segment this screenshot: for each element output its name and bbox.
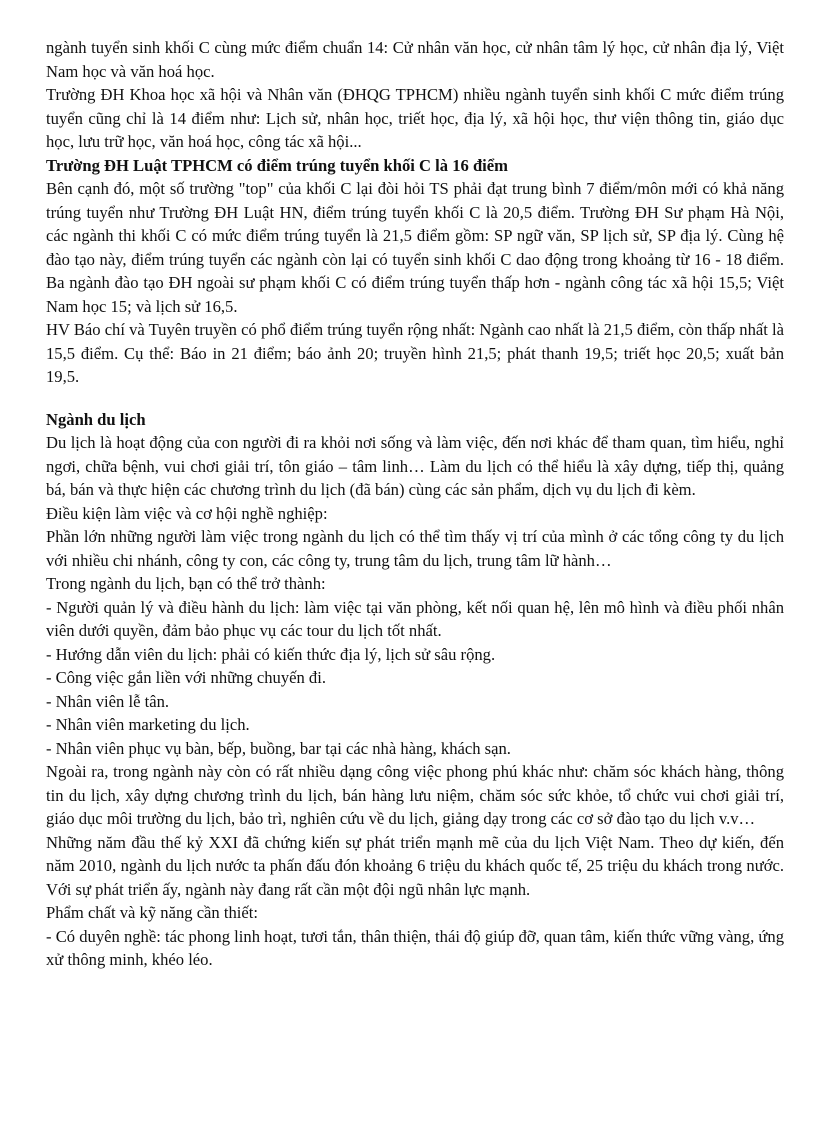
list-item-marketing: - Nhân viên marketing du lịch.: [46, 715, 250, 734]
list-item-service-staff: - Nhân viên phục vụ bàn, bếp, buồng, bar tại các nhà hàng, khách sạn.: [46, 738, 511, 758]
spacer: [46, 389, 784, 408]
paragraph-social-sciences-university: Trường ĐH Khoa học xã hội và Nhân văn (ĐHQG TPHCM) nhiều ngành tuyển sinh khối C mức điểm trúng tuyển cũng chỉ là 14 điểm như: Lịch sử, nhân học, triết học, địa lý, xã hội học, thư viện thông tin, giáo dục học, lưu trữ học, văn hoá học, công tác xã hội...: [46, 85, 784, 151]
list-item-tour-guide: - Hướng dẫn viên du lịch: phải có kiến thức địa lý, lịch sử sâu rộng.: [46, 644, 496, 664]
paragraph-other-jobs: Ngoài ra, trong ngành này còn có rất nhiều dạng công việc phong phú khác như: chăm sóc khách hàng, thông tin du lịch, xây dựng chương trình du lịch, bán hàng lưu niệm, chăm sóc sức khỏe, tổ chức vui chơi giải trí, giáo dục môi trường du lịch, bảo trì, nghiên cứu về du lịch, giảng dạy trong các cơ sở đào tạo du lịch v.v…: [46, 762, 784, 828]
paragraph-admission-scores: ngành tuyển sinh khối C cùng mức điểm chuẩn 14: Cử nhân văn học, cử nhân tâm lý học, cử nhân địa lý, Việt Nam học và văn hoá học.: [46, 38, 784, 81]
heading-law-university: Trường ĐH Luật TPHCM có điểm trúng tuyển khối C là 16 điểm: [46, 155, 508, 175]
list-item-travel-work: - Công việc gắn liền với những chuyến đi.: [46, 668, 326, 687]
paragraph-career-options-label: Trong ngành du lịch, bạn có thể trở thành:: [46, 574, 326, 593]
paragraph-tourism-growth: Những năm đầu thế kỷ XXI đã chứng kiến sự phát triển mạnh mẽ của du lịch Việt Nam. Theo dự kiến, đến năm 2010, ngành du lịch nước ta phấn đấu đón khoảng 6 triệu du khách quốc tế, 25 triệu du khách trong nước. Với sự phát triển ấy, ngành này đang rất cần một đội ngũ nhân lực mạnh.: [46, 832, 784, 899]
paragraph-journalism-academy: HV Báo chí và Tuyên truyền có phổ điểm trúng tuyển rộng nhất: Ngành cao nhất là 21,5 điểm, còn thấp nhất là 15,5 điểm. Cụ thể: Báo in 21 điểm; báo ảnh 20; truyền hình 21,5; phát thanh 19,5; triết học 20,5; xuất bản 19,5.: [46, 320, 784, 386]
paragraph-top-schools: Bên cạnh đó, một số trường "top" của khối C lại đòi hỏi TS phải đạt trung bình 7 điểm/môn mới có khả năng trúng tuyển như Trường ĐH Luật HN, điểm trúng tuyển khối C là 20,5 điểm. Trường ĐH Sư phạm Hà Nội, các ngành thi khối C có mức điểm trúng tuyển là 21,5 điểm gồm: SP ngữ văn, SP lịch sử, SP địa lý. Cùng hệ đào tạo này, điểm trúng tuyển các ngành còn lại có tuyển sinh khối C dao động trong khoảng từ 16 - 18 điểm. Ba ngành đào tạo ĐH ngoài sư phạm khối C có điểm trúng tuyển thấp hơn - ngành công tác xã hội 15,5; Việt Nam học 15; và lịch sử 16,5.: [46, 179, 784, 316]
list-item-receptionist: - Nhân viên lễ tân.: [46, 691, 170, 711]
paragraph-working-places: Phần lớn những người làm việc trong ngành du lịch có thể tìm thấy vị trí của mình ở các tổng công ty du lịch với nhiều chi nhánh, công ty con, các công ty, trung tâm du lịch, trung tâm lữ hành…: [46, 527, 784, 570]
heading-tourism: Ngành du lịch: [46, 409, 146, 429]
list-item-manager: - Người quản lý và điều hành du lịch: làm việc tại văn phòng, kết nối quan hệ, lên mô hình và điều phối nhân viên dưới quyền, đảm bảo phục vụ các tour du lịch tốt nhất.: [46, 597, 784, 640]
paragraph-tourism-definition: Du lịch là hoạt động của con người đi ra khỏi nơi sống và làm việc, đến nơi khác để tham quan, tìm hiểu, nghỉ ngơi, chữa bệnh, vui chơi giải trí, tôn giáo – tâm linh… Làm du lịch có thể hiểu là xây dựng, tiếp thị, quảng bá, bán và thực hiện các chương trình du lịch (đã bán) cùng các sản phẩm, dịch vụ du lịch đi kèm.: [46, 433, 784, 499]
paragraph-working-conditions-label: Điều kiện làm việc và cơ hội nghề nghiệp:: [46, 503, 328, 523]
list-item-aptitude: - Có duyên nghề: tác phong linh hoạt, tươi tắn, thân thiện, thái độ giúp đỡ, quan tâm, kiến thức vững vàng, ứng xử thông minh, khéo léo.: [46, 926, 784, 969]
paragraph-skills-label: Phẩm chất và kỹ năng cần thiết:: [46, 903, 258, 922]
document-page: [46, 36, 784, 972]
